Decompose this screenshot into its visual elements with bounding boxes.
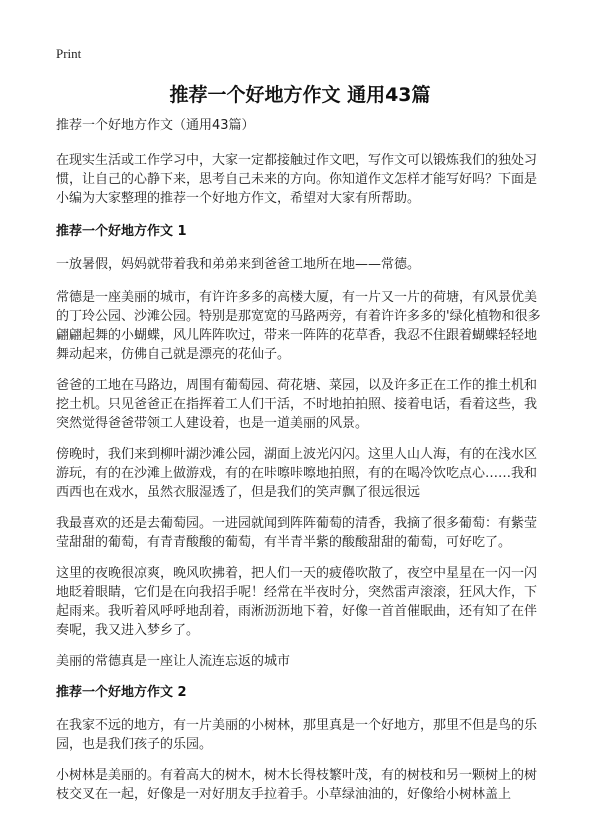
section-heading-1: 推荐一个好地方作文 1 <box>56 224 187 239</box>
paragraph: 小树林是美丽的。有着高大的树木，树木长得枝繁叶茂，有的树枝和另一颗树上的树枝交叉在一起，好像是一对好朋友手拉着手。小草绿油油的，好像给小树林盖上 <box>56 768 538 802</box>
article-subtitle: 推荐一个好地方作文（通用43篇） <box>56 118 255 133</box>
section-heading-2: 推荐一个好地方作文 2 <box>56 685 187 700</box>
paragraph: 一放暑假，妈妈就带着我和弟弟来到爸爸工地所在地——常德。 <box>56 257 421 272</box>
paragraph: 爸爸的工地在马路边，周围有葡萄园、荷花塘、菜园，以及许多正在工作的推土机和挖土机。只见爸爸正在指挥着工人们干活，不时地拍拍照、接着电话，看着这些，我突然觉得爸爸带领工人建设着，也是一道美丽的风景。 <box>56 378 538 431</box>
intro-paragraph: 在现实生活或工作学习中，大家一定都接触过作文吧，写作文可以锻炼我们的独处习惯，让自己的心静下来，思考自己未来的方向。你知道作文怎样才能写好吗？下面是小编为大家整理的推荐一个好地方作文，希望对大家有所帮助。 <box>56 153 538 206</box>
paragraph: 美丽的常德真是一座让人流连忘返的城市 <box>56 654 291 669</box>
paragraph: 傍晚时，我们来到柳叶湖沙滩公园，湖面上波光闪闪。这里人山人海，有的在浅水区游玩，有的在沙滩上做游戏，有的在咔嚓咔嚓地拍照，有的在喝冷饮吃点心……我和西西也在戏水，虽然衣服湿透了，但是我们的笑声飘了很远很远 <box>56 447 538 500</box>
article-body <box>56 116 548 816</box>
paragraph: 我最喜欢的还是去葡萄园。一进园就闻到阵阵葡萄的清香，我摘了很多葡萄：有紫莹莹甜甜的葡萄，有青青酸酸的葡萄，有半青半紫的酸酸甜甜的葡萄，可好吃了。 <box>56 516 538 550</box>
paragraph: 在我家不远的地方，有一片美丽的小树林，那里真是一个好地方，那里不但是鸟的乐园，也是我们孩子的乐园。 <box>56 718 538 752</box>
page-title: 推荐一个好地方作文 通用43篇 <box>169 84 431 106</box>
paragraph: 这里的夜晚很凉爽，晚风吹拂着，把人们一天的疲倦吹散了，夜空中星星在一闪一闪地眨着眼睛，它们是在向我招手呢！经常在半夜时分，突然雷声滚滚，狂风大作，下起雨来。我听着风呼呼地刮着，雨淅沥沥地下着，好像一首首催眠曲，还有知了在伴奏呢，我又进入梦乡了。 <box>56 566 538 638</box>
paragraph: 常德是一座美丽的城市，有许许多多的高楼大厦，有一片又一片的荷塘，有风景优美的丁玲公园、沙滩公园。特别是那宽宽的马路两旁，有着许许多多的'绿化植物和很多翩翩起舞的小蝴蝶，风儿阵阵吹过，带来一阵阵的花草香，我忍不住跟着蝴蝶轻轻地舞动起来，仿佛自己就是漂亮的花仙子。 <box>56 290 541 362</box>
print-link[interactable]: Print <box>56 46 82 61</box>
